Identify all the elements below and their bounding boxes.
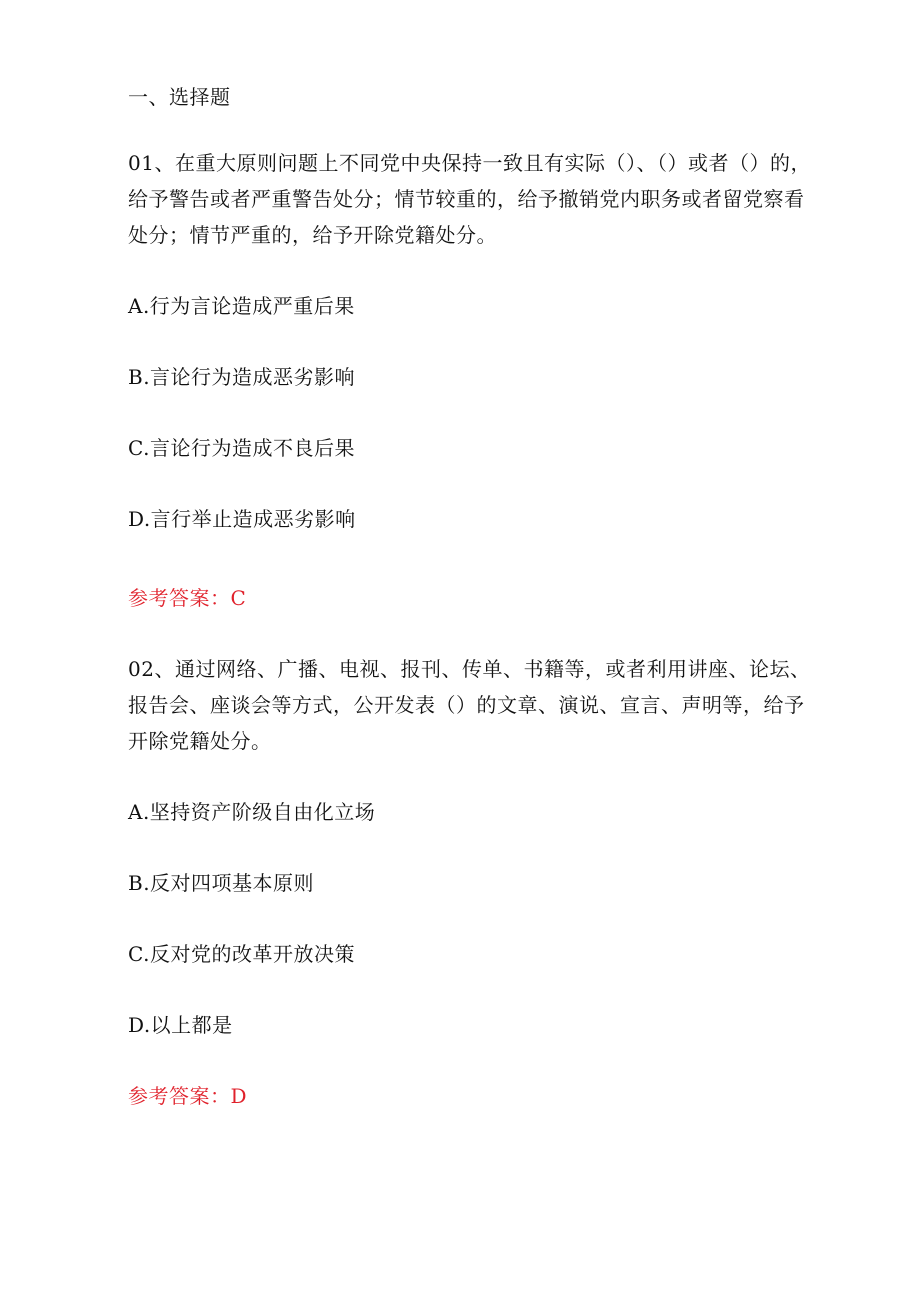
question-1-option-b: B.言论行为造成恶劣影响 <box>128 365 356 389</box>
question-1-option-c: C.言论行为造成不良后果 <box>128 436 355 460</box>
question-2-line-2: 报告会、座谈会等方式，公开发表（）的文章、演说、宣言、声明等，给予 <box>128 693 805 717</box>
question-1-line-1: 01、在重大原则问题上不同党中央保持一致且有实际（）、（）或者（）的， <box>128 151 811 175</box>
question-2-option-c: C.反对党的改革开放决策 <box>128 942 355 966</box>
question-2-option-a: A.坚持资产阶级自由化立场 <box>128 800 376 824</box>
question-1-line-2: 给予警告或者严重警告处分；情节较重的，给予撤销党内职务或者留党察看 <box>128 187 805 211</box>
question-1-answer: 参考答案：C <box>128 586 247 610</box>
section-title: 一、选择题 <box>128 85 231 109</box>
question-2-option-b: B.反对四项基本原则 <box>128 871 315 895</box>
question-1-option-d: D.言行举止造成恶劣影响 <box>128 507 356 531</box>
question-1-line-3: 处分；情节严重的，给予开除党籍处分。 <box>128 223 497 247</box>
question-2-option-d: D.以上都是 <box>128 1013 233 1037</box>
question-2-line-1: 02、通过网络、广播、电视、报刊、传单、书籍等，或者利用讲座、论坛、 <box>128 657 811 681</box>
question-1-option-a: A.行为言论造成严重后果 <box>128 294 355 318</box>
question-2-line-3: 开除党籍处分。 <box>128 729 272 753</box>
question-2-answer: 参考答案：D <box>128 1084 248 1108</box>
